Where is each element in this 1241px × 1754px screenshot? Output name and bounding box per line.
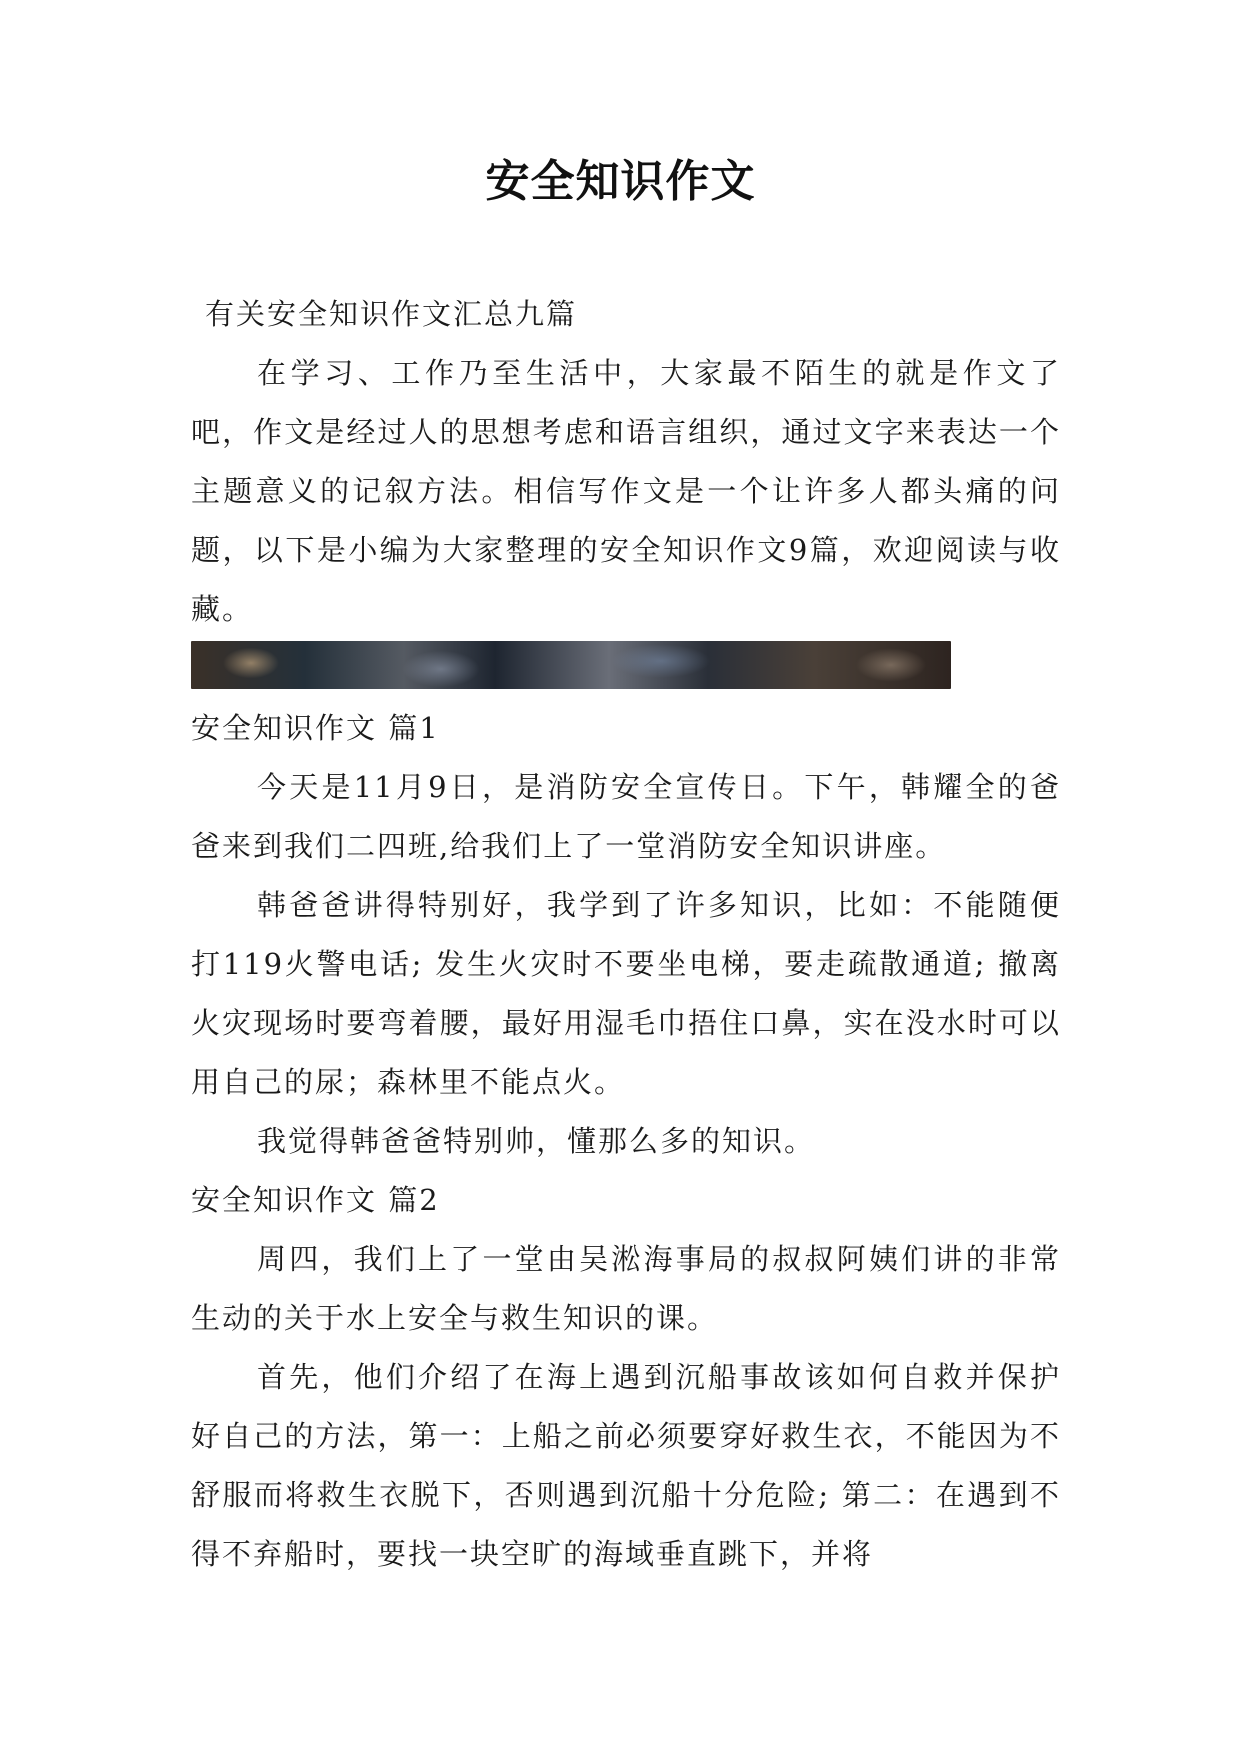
intro-paragraph: 在学习、工作乃至生活中，大家最不陌生的就是作文了吧，作文是经过人的思想考虑和语言组织，通过文字来表达一个主题意义的记叙方法。相信写作文是一个让许多人都头痛的问题，以下是小编为大家整理的安全知识作文9篇，欢迎阅读与收藏。 <box>191 356 1061 626</box>
essay-2-paragraph-2: 首先，他们介绍了在海上遇到沉船事故该如何自救并保护好自己的方法，第一：上船之前必须要穿好救生衣，不能因为不舒服而将救生衣脱下，否则遇到沉船十分危险; 第二：在遇到不得不弃船时，要找一块空旷的海域垂直跳下，并将 <box>191 1360 1061 1571</box>
document-title: 安全知识作文 <box>485 156 756 207</box>
essay-1-paragraph-2: 韩爸爸讲得特别好，我学到了许多知识，比如：不能随便打119火警电话; 发生火灾时不要坐电梯，要走疏散通道; 撤离火灾现场时要弯着腰，最好用湿毛巾捂住口鼻，实在没水时可以用自己的尿；森林里不能点火。 <box>191 888 1061 1099</box>
document-subtitle: 有关安全知识作文汇总九篇 <box>205 297 578 331</box>
essay-1-paragraph-3: 我觉得韩爸爸特别帅，懂那么多的知识。 <box>257 1124 816 1158</box>
essay-heading-2: 安全知识作文 篇2 <box>191 1183 440 1217</box>
essay-2-paragraph-1: 周四，我们上了一堂由吴淞海事局的叔叔阿姨们讲的非常生动的关于水上安全与救生知识的课。 <box>191 1242 1061 1335</box>
document-body <box>191 285 1061 1584</box>
banner-image <box>191 641 951 689</box>
essay-heading-1: 安全知识作文 篇1 <box>191 711 440 745</box>
essay-1-paragraph-1: 今天是11月9日，是消防安全宣传日。下午，韩耀全的爸爸来到我们二四班,给我们上了一堂消防安全知识讲座。 <box>191 770 1061 863</box>
